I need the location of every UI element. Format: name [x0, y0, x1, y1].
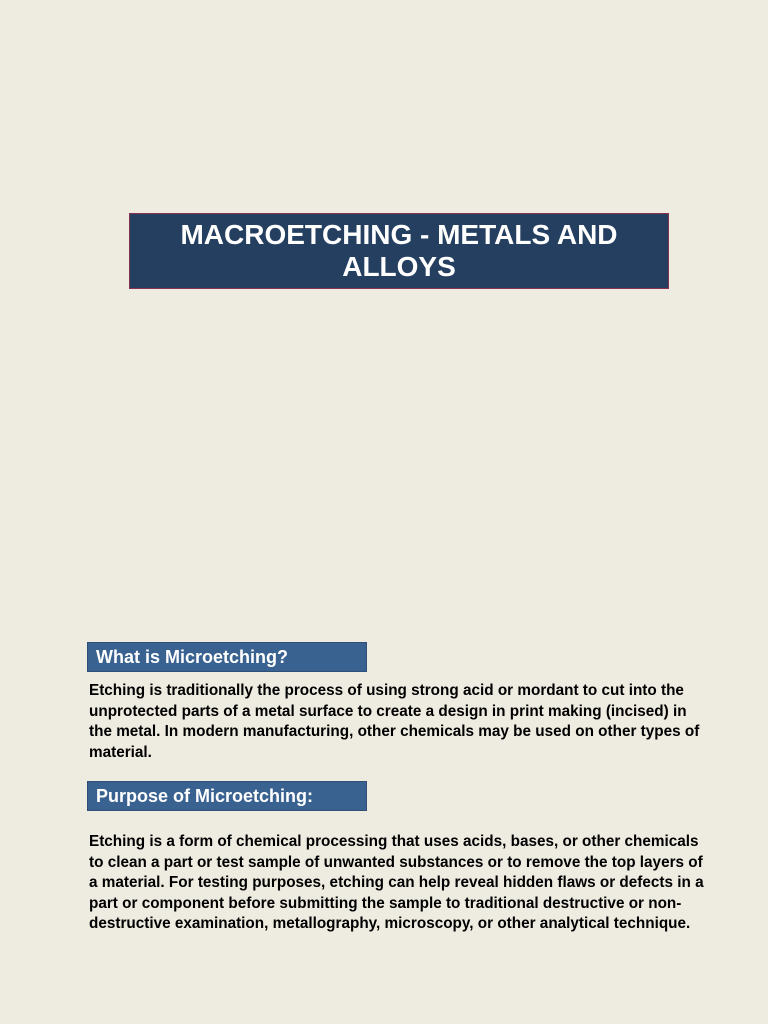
page-title: MACROETCHING - METALS AND ALLOYS [180, 219, 618, 282]
title-banner [129, 213, 669, 289]
section-heading-label: Purpose of Microetching: [96, 785, 314, 806]
section-body-purpose: Etching is a form of chemical processing that uses acids, bases, or other chemicals to clean a part or test sample of unwanted substances or to remove the top layers of a material. For testing purposes, etching can help reveal hidden flaws or defects in a part or component before submitting the sample to traditional destructive or non-destructive examination, metallography, microscopy, or other analytical technique. [89, 833, 704, 932]
section-heading-purpose [87, 781, 367, 811]
section-body-what-is-microetching: Etching is traditionally the process of using strong acid or mordant to cut into the unprotected parts of a metal surface to create a design in print making (incised) in the metal. In modern manufacturing, other chemicals may be used on other types of material. [89, 682, 700, 761]
section-heading-label: What is Microetching? [96, 646, 289, 667]
section-heading-what-is-microetching [87, 642, 367, 672]
